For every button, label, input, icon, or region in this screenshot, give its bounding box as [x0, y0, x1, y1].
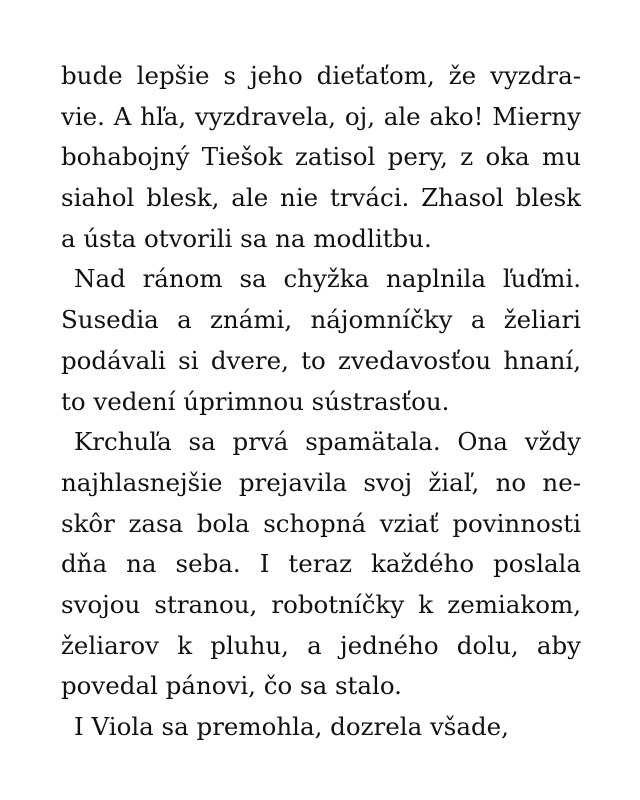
text-line-4: siahol blesk, ale nie trváci. Zhasol blesk	[61, 183, 581, 213]
text-line-5: a ústa otvorili sa na modlitbu.	[61, 223, 432, 253]
text-line-6: Nad ránom sa chyžka naplnila ľuďmi.	[74, 264, 581, 294]
book-page	[61, 56, 581, 748]
text-line-11: najhlasnejšie prejavila svoj žiaľ, no ne-	[61, 467, 581, 497]
text-line-8: podávali si dvere, to zvedavosťou hnaní,	[61, 345, 581, 375]
text-line-15: želiarov k pluhu, a jedného dolu, aby	[61, 630, 581, 660]
text-line-2: vie. A hľa, vyzdravela, oj, ale ako! Mierny	[61, 101, 581, 131]
text-line-10: Krchuľa sa prvá spamätala. Ona vždy	[74, 427, 581, 457]
text-line-17: I Viola sa premohla, dozrela všade,	[74, 712, 509, 741]
text-line-7: Susedia a známi, nájomníčky a želiari	[61, 305, 581, 335]
text-line-12: skôr zasa bola schopná vziať povinnosti	[61, 508, 581, 538]
text-line-13: dňa na seba. I teraz každého poslala	[61, 549, 581, 579]
text-line-3: bohabojný Tiešok zatisol pery, z oka mu	[61, 142, 581, 172]
text-line-1: bude lepšie s jeho dieťaťom, že vyzdra-	[61, 61, 581, 90]
text-line-16: povedal pánovi, čo sa stalo.	[61, 671, 402, 701]
text-line-14: svojou stranou, robotníčky k zemiakom,	[61, 589, 581, 619]
text-line-9: to vedení úprimnou sústrasťou.	[61, 386, 450, 416]
